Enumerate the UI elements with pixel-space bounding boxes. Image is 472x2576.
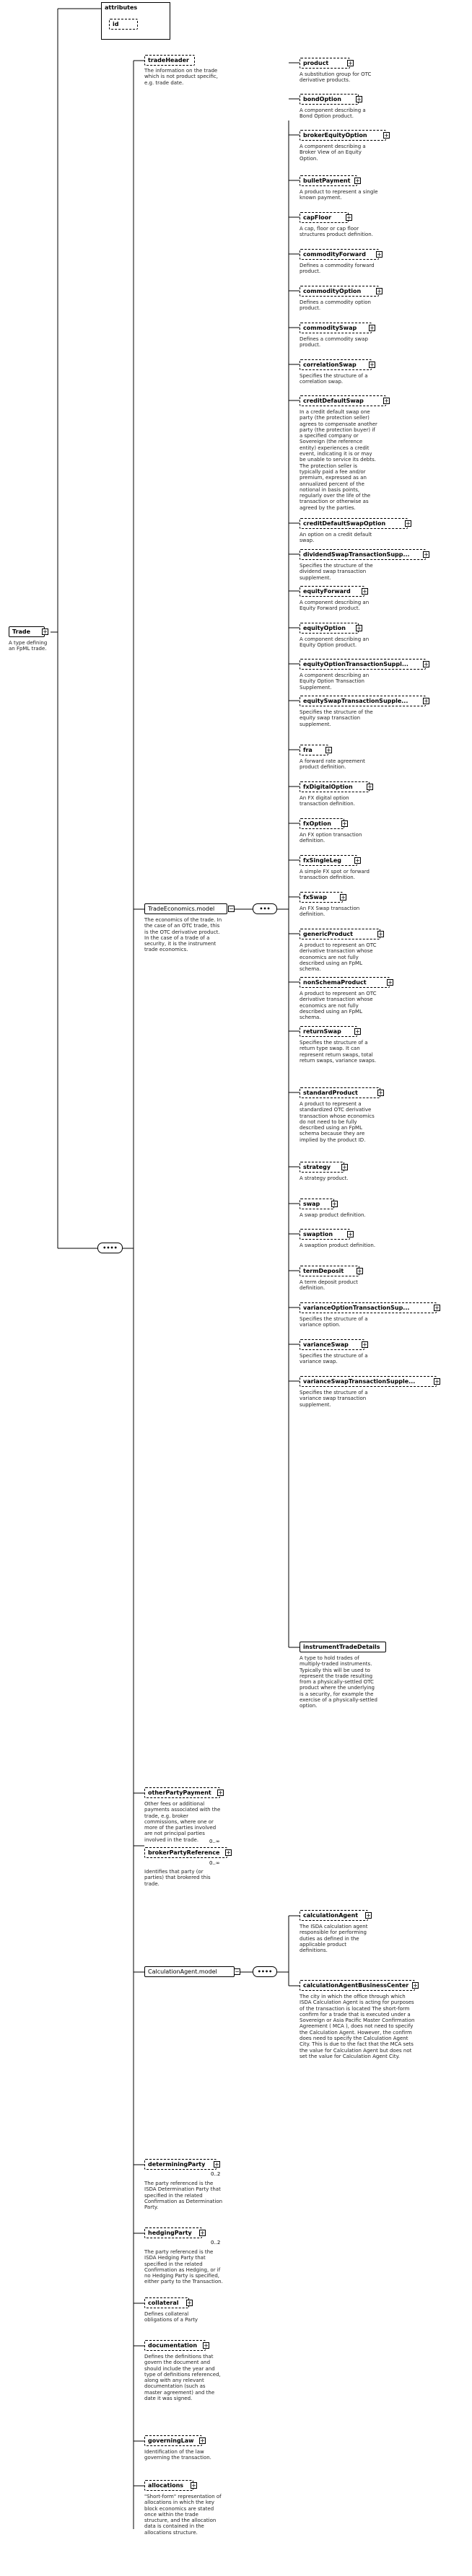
expand-icon[interactable]: + xyxy=(388,979,393,986)
product-choice-description: A component describing a Broker View of an Equity Option. xyxy=(300,144,366,162)
product-choice-description: An FX option transaction definition. xyxy=(300,832,362,844)
collateral-node[interactable]: collateral xyxy=(144,2297,189,2308)
product-choice-node[interactable]: commoditySwap xyxy=(300,323,372,333)
product-choice-node[interactable]: equityForward xyxy=(300,586,364,597)
allocations-node[interactable]: allocations xyxy=(144,2480,193,2491)
brokerpartyreference-node[interactable]: brokerPartyReference xyxy=(144,1847,227,1858)
tradeheader-node[interactable]: tradeHeader xyxy=(144,55,195,66)
product-choice-description: Specifies the structure of the equity swap transaction supplement. xyxy=(300,709,373,727)
instrumenttradedetails-node[interactable]: instrumentTradeDetails xyxy=(300,1642,386,1652)
determiningparty-multiplicity: 0..2 xyxy=(211,2171,221,2177)
expand-icon[interactable]: + xyxy=(204,2342,209,2349)
product-choice-node[interactable]: bulletPayment xyxy=(300,175,357,186)
brokerpartyreference-multiplicity: 0..∞ xyxy=(209,1860,220,1866)
product-choice-description: Specifies the structure of a correlation swap. xyxy=(300,373,368,385)
attributes-header: attributes xyxy=(105,4,138,11)
collapse-icon[interactable]: − xyxy=(229,906,234,912)
expand-icon[interactable]: + xyxy=(434,1378,440,1385)
product-choice-description: A component describing a Bond Option product. xyxy=(300,108,366,120)
sequence-label: •••• xyxy=(102,1245,118,1251)
product-choice-description: Defines a commodity swap product. xyxy=(300,336,368,349)
expand-icon[interactable]: + xyxy=(384,398,389,404)
product-choice-node[interactable]: nonSchemaProduct xyxy=(300,977,390,988)
product-choice-node[interactable]: equityOptionTransactionSuppl... xyxy=(300,659,426,670)
collapse-icon[interactable]: − xyxy=(235,1968,240,1975)
product-choice-description: A simple FX spot or forward transaction definition. xyxy=(300,869,370,881)
attributes-box xyxy=(101,2,170,40)
expand-icon[interactable]: + xyxy=(357,96,362,102)
product-choice-node[interactable]: standardProduct xyxy=(300,1087,380,1098)
product-choice-node[interactable]: genericProduct xyxy=(300,929,380,939)
hedgingparty-description: The party referenced is the ISDA Hedging Party that specified in the related Confirmation as Hedging, or if no Hedging Party is specified, either party to the Transaction. xyxy=(144,2249,223,2285)
allocations-description: "Short-form" representation of allocations in which the key block economics are stated once within the trade structure, and the allocation data is contained in the allocations structure. xyxy=(144,2494,222,2536)
product-choice-description: A product to represent an OTC derivative transaction whose economics are not fully described using an FpML schema. xyxy=(300,991,377,1021)
calculationagentbusinesscenter-node[interactable]: calculationAgentBusinessCenter xyxy=(300,1980,415,1991)
otherpartypayment-node[interactable]: otherPartyPayment xyxy=(144,1787,220,1798)
collateral-description: Defines collateral obligations of a Party xyxy=(144,2311,198,2323)
product-choice-node[interactable]: commodityForward xyxy=(300,249,379,260)
product-choice-node[interactable]: termDeposit xyxy=(300,1266,359,1276)
product-choice-node[interactable]: returnSwap xyxy=(300,1026,357,1037)
product-choice-node[interactable]: commodityOption xyxy=(300,286,379,297)
documentation-node[interactable]: documentation xyxy=(144,2340,206,2351)
product-choice-description: Specifies the structure of the dividend swap transaction supplement. xyxy=(300,563,373,581)
product-choice-node[interactable]: varianceSwap xyxy=(300,1339,364,1350)
product-choice-description: A swaption product definition. xyxy=(300,1243,376,1248)
documentation-description: Defines the definitions that govern the document and should include the year and type of definitions referenced, along with any relevant documentation (such as master agreement) and the date it was signed. xyxy=(144,2354,221,2402)
expand-icon[interactable]: + xyxy=(214,2161,219,2168)
hedgingparty-multiplicity: 0..2 xyxy=(211,2240,221,2246)
expand-icon[interactable]: + xyxy=(355,1028,360,1035)
root-trade-label: Trade xyxy=(12,628,31,635)
expand-icon[interactable]: + xyxy=(424,698,429,704)
governinglaw-description: Identification of the law governing the transaction. xyxy=(144,2449,211,2461)
product-choice-description: A product to represent a standardized OTC derivative transaction whose economics do not need to be fully described using an FpML schema because they are implied by the product ID. xyxy=(300,1101,375,1143)
expand-icon[interactable]: + xyxy=(413,1982,418,1989)
product-choice-description: A component describing an Equity Option product. xyxy=(300,636,370,649)
product-choice-node[interactable]: fxSwap xyxy=(300,892,343,903)
product-choice-description: A cap, floor or cap floor structures product definition. xyxy=(300,226,373,238)
product-choice-description: An FX Swap transaction definition. xyxy=(300,906,360,918)
product-choice-description: A product to represent an OTC derivative transaction whose economics are not fully described using an FpML schema. xyxy=(300,942,377,973)
tradeeconomics-model-node[interactable]: TradeEconomics.model xyxy=(144,903,227,914)
product-choice-node[interactable]: swaption xyxy=(300,1229,350,1240)
brokerpartyreference-description: Identifies that party (or parties) that brokered this trade. xyxy=(144,1869,211,1887)
product-choice-description: A component describing an Equity Option Transaction Supplement. xyxy=(300,673,370,691)
instrumenttradedetails-description: A type to hold trades of multiply-traded instruments. Typically this will be used to represent the trade resulting from a physically-settled OTC product where the underlying is a security, for example the exercise of a physically-settled option. xyxy=(300,1655,377,1709)
expand-icon[interactable]: + xyxy=(342,1164,347,1170)
product-choice-node[interactable]: dividendSwapTransactionSupp... xyxy=(300,549,426,560)
tradeeconomics-description: The economics of the trade. In the case of an OTC trade, this is the OTC derivative product. In the case of a trade of a security, it is the instrument trade economics. xyxy=(144,917,222,953)
calculationagent-description: The ISDA calculation agent responsible for performing duties as defined in the applicable product definitions. xyxy=(300,1924,368,1954)
product-choice-node[interactable]: fxOption xyxy=(300,818,344,829)
product-choice-description: Specifies the structure of a variance swap transaction supplement. xyxy=(300,1390,368,1408)
expand-icon[interactable]: + xyxy=(434,1305,440,1311)
calculationagentbusinesscenter-description: The city in which the office through which ISDA Calculation Agent is acting for purposes of the transaction is located The short-form confirm for a trade that is executed under a Sovereign or Asia Pacific Master Confirmation Agreement ( MCA ), does not need to specify the Calculation Agent. However, the confirm does need to specify the Calculation Agent City. This is due to the fact that the MCA sets the value for Calculation Agent but does not set the value for Calculation Agent City. xyxy=(300,1994,415,2059)
expand-icon[interactable]: + xyxy=(370,325,375,331)
expand-icon[interactable]: + xyxy=(348,60,353,66)
product-choice-node[interactable]: varianceOptionTransactionSup... xyxy=(300,1302,437,1313)
expand-icon[interactable]: + xyxy=(362,1341,367,1348)
expand-icon[interactable]: + xyxy=(378,931,383,937)
product-choice-description: Defines a commodity forward product. xyxy=(300,263,375,275)
product-choice-description: A swap product definition. xyxy=(300,1212,366,1218)
sequence-compositor-calculationagent[interactable] xyxy=(253,1966,277,1977)
expand-icon[interactable]: + xyxy=(384,132,389,139)
product-choice-description: In a credit default swap one party (the protection seller) agrees to compensate another party (the protection buyer) if a specified company or Sovereign (the reference entity) experiences a credit event, indicating it is or may be unable to service its debts. The protection seller is typically paid a fee and/or premium, expressed as an annualized percent of the notional in basis points, regularly over the life of the transaction or otherwise as agreed by the parties. xyxy=(300,409,377,511)
product-choice-node[interactable]: varianceSwapTransactionSupple... xyxy=(300,1376,437,1387)
product-choice-node[interactable]: capFloor xyxy=(300,212,349,223)
product-choice-node[interactable]: fxSingleLeg xyxy=(300,855,357,866)
expand-icon[interactable]: + xyxy=(218,1789,223,1796)
expand-icon[interactable]: + xyxy=(424,551,429,558)
product-choice-description: A forward rate agreement product definition. xyxy=(300,758,365,771)
expand-icon[interactable]: + xyxy=(342,820,347,827)
attribute-id[interactable]: id xyxy=(109,19,138,30)
tradeheader-description: The information on the trade which is not product specific, e.g. trade date. xyxy=(144,68,218,86)
expand-icon[interactable]: + xyxy=(226,1849,231,1856)
expand-icon[interactable]: + xyxy=(424,661,429,667)
expand-icon[interactable]: + xyxy=(346,214,351,221)
product-choice-description: A component describing an Equity Forward product. xyxy=(300,600,370,612)
product-choice-description: A term deposit product definition. xyxy=(300,1279,358,1292)
determiningparty-description: The party referenced is the ISDA Determination Party that specified in the related Confirmation as Determination Party. xyxy=(144,2181,223,2211)
product-choice-description: An option on a credit default swap. xyxy=(300,532,372,544)
product-choice-description: A strategy product. xyxy=(300,1175,349,1181)
expand-icon[interactable]: + xyxy=(187,2300,192,2306)
sequence-compositor[interactable] xyxy=(97,1243,123,1253)
calculationagent-node[interactable]: calculationAgent xyxy=(300,1910,368,1921)
expand-icon[interactable]: + xyxy=(200,2437,205,2444)
determiningparty-node[interactable]: determiningParty xyxy=(144,2159,217,2170)
product-choice-description: Defines a commodity option product. xyxy=(300,299,371,312)
product-choice-node[interactable]: creditDefaultSwap xyxy=(300,395,386,406)
product-choice-node[interactable]: bondOption xyxy=(300,94,359,105)
expand-icon[interactable]: + xyxy=(43,628,48,635)
product-choice-node[interactable]: strategy xyxy=(300,1162,344,1173)
product-choice-description: An FX digital option transaction definition. xyxy=(300,795,355,807)
expand-icon[interactable]: + xyxy=(362,588,367,595)
expand-icon[interactable]: + xyxy=(366,1912,371,1919)
expand-icon[interactable]: + xyxy=(191,2482,196,2489)
governinglaw-node[interactable]: governingLaw xyxy=(144,2435,202,2446)
product-choice-node[interactable]: fra xyxy=(300,745,328,755)
otherpartypayment-multiplicity: 0..∞ xyxy=(209,1839,220,1844)
choice-label: ••• xyxy=(259,906,271,912)
hedgingparty-node[interactable]: hedgingParty xyxy=(144,2227,202,2238)
product-choice-description: A substitution group for OTC derivative products. xyxy=(300,71,372,84)
calculationagent-model-node[interactable]: CalculationAgent.model xyxy=(144,1966,235,1977)
product-choice-description: Specifies the structure of a variance swap. xyxy=(300,1353,368,1365)
sequence-label: •••• xyxy=(257,1968,273,1975)
product-choice-description: Specifies the structure of a variance option. xyxy=(300,1316,368,1328)
root-trade-description: A type defining an FpML trade. xyxy=(9,640,48,652)
product-choice-description: A product to represent a single known payment. xyxy=(300,189,378,201)
expand-icon[interactable]: + xyxy=(348,1231,353,1237)
expand-icon[interactable]: + xyxy=(357,1268,362,1274)
expand-icon[interactable]: + xyxy=(326,747,331,753)
product-choice-node[interactable]: fxDigitalOption xyxy=(300,781,370,792)
product-choice-node[interactable]: brokerEquityOption xyxy=(300,130,386,141)
product-choice-node[interactable]: swap xyxy=(300,1199,334,1209)
root-trade-node[interactable] xyxy=(9,626,45,637)
expand-icon[interactable]: + xyxy=(357,625,362,631)
expand-icon[interactable]: + xyxy=(406,520,411,527)
expand-icon[interactable]: + xyxy=(378,1090,383,1096)
expand-icon[interactable]: + xyxy=(355,857,360,864)
choice-compositor[interactable] xyxy=(253,903,277,914)
expand-icon[interactable]: + xyxy=(377,251,382,258)
expand-icon[interactable]: + xyxy=(370,362,375,368)
product-choice-node[interactable]: correlationSwap xyxy=(300,359,372,370)
product-choice-node[interactable]: equitySwapTransactionSupple... xyxy=(300,696,426,706)
otherpartypayment-description: Other fees or additional payments associated with the trade, e.g. broker commissions, where one or more of the parties involved are not principal parties involved in the trade. xyxy=(144,1801,221,1843)
expand-icon[interactable]: + xyxy=(355,178,360,184)
expand-icon[interactable]: + xyxy=(367,784,372,790)
expand-icon[interactable]: + xyxy=(332,1201,337,1207)
expand-icon[interactable]: + xyxy=(341,894,346,901)
expand-icon[interactable]: + xyxy=(377,288,382,294)
expand-icon[interactable]: + xyxy=(200,2230,205,2236)
product-choice-node[interactable]: equityOption xyxy=(300,623,359,634)
product-choice-node[interactable]: creditDefaultSwapOption xyxy=(300,518,408,529)
product-choice-node[interactable]: product xyxy=(300,58,350,69)
product-choice-description: Specifies the structure of a return type swap. It can represent return swaps, total return swaps, variance swaps. xyxy=(300,1040,377,1064)
